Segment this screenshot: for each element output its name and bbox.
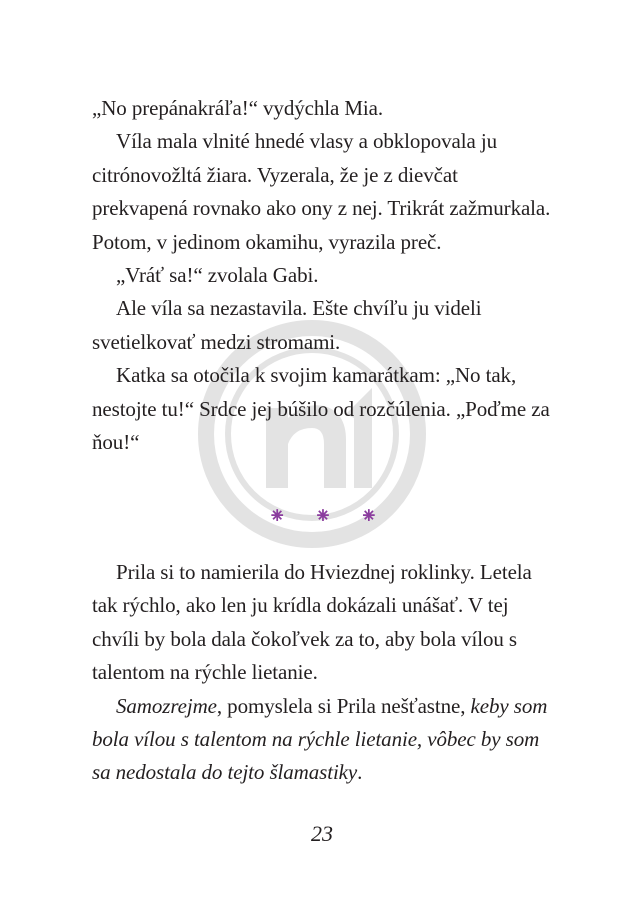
paragraph-text: Katka sa otočila k svojim kamarátkam: „No tak, nestojte tu!“ Srdce jej búšilo od rozčúlenia. „Poďme za ňou!“ xyxy=(92,363,550,455)
paragraph xyxy=(92,556,558,690)
paragraph xyxy=(92,359,558,459)
text-block-bottom xyxy=(92,556,558,790)
page-number: 23 xyxy=(311,821,333,846)
italic-text: keby som bola vílou s talentom na rýchle lietanie, vôbec by som sa nedostala do tejto šlamastiky xyxy=(92,693,548,785)
paragraph-text: , pomyslela si Prila nešťastne, xyxy=(216,693,471,718)
star-icon: ⁕ xyxy=(313,504,333,529)
italic-text: Samozrejme xyxy=(116,693,217,718)
paragraph xyxy=(92,292,558,359)
star-icon: ⁕ xyxy=(359,504,378,529)
paragraph xyxy=(92,690,558,790)
scene-break-ornament xyxy=(268,502,378,532)
paragraph-text: Víla mala vlnité hnedé vlasy a obklopovala ju citrónovožltá žiara. Vyzerala, že je z dievčat prekvapená rovnako ako ony z nej. Trikrát zažmurkala. Potom, v jedinom okamihu, vyrazila preč. xyxy=(92,129,551,254)
paragraph-text: Prila si to namierila do Hviezdnej roklinky. Letela tak rýchlo, ako len ju krídla dokázali unášať. V tej chvíli by bola dala čokoľvek za to, aby bola vílou s talentom na rýchle lietanie. xyxy=(92,560,532,685)
text-block-top xyxy=(92,92,558,459)
paragraph xyxy=(92,92,558,125)
paragraph-text: „No prepánakráľa!“ vydýchla Mia. xyxy=(92,96,384,120)
paragraph xyxy=(92,125,558,259)
paragraph-text: . xyxy=(357,760,363,785)
paragraph-text: Ale víla sa nezastavila. Ešte chvíľu ju videli svetielkovať medzi stromami. xyxy=(92,296,482,354)
star-icon: ⁕ xyxy=(268,504,287,529)
paragraph xyxy=(92,259,558,292)
paragraph-text: „Vráť sa!“ zvolala Gabi. xyxy=(116,263,319,288)
